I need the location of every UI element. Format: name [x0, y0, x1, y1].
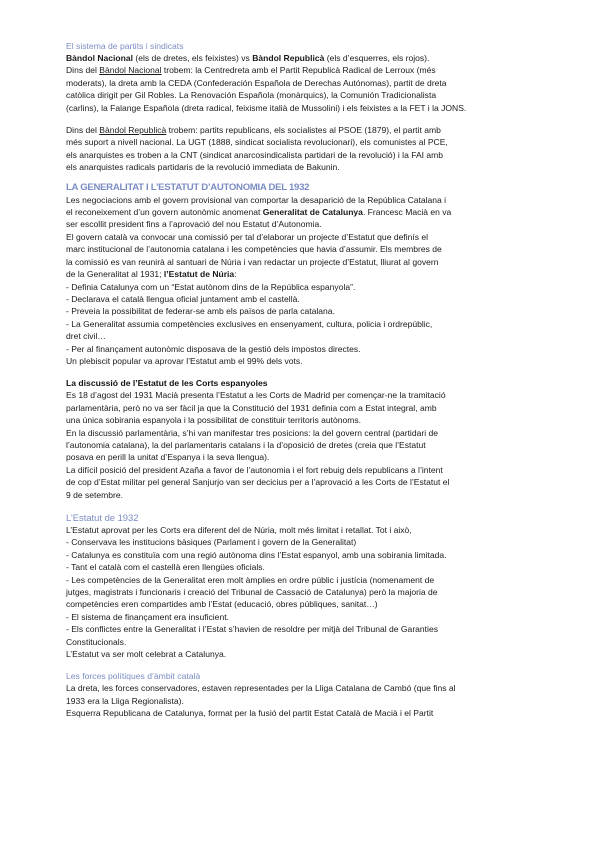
underlined-term: Bàndol Nacional	[99, 65, 162, 76]
text-span: . Francesc Macià en va	[362, 207, 452, 218]
paragraph-line: La dreta, les forces conservadores, estaven representades per la Lliga Catalana de Cambó (que fins al	[66, 683, 456, 694]
list-item: - Definia Catalunya com un “Estat autònom dins de la República espanyola”.	[66, 281, 356, 292]
paragraph-line: l’autonomia catalana), la del parlamentaris catalans i la d’oposició de dretes (creia que l’Estatut	[66, 439, 426, 450]
paragraph-line: la comissió es van reunirà al santuari de Núria i van redactar un projecte d’Estatut, lliurat al govern	[66, 256, 439, 267]
paragraph-line: En la discussió parlamentària, s’hi van manifestar tres posicions: la del govern central (partidari de	[66, 427, 438, 438]
bold-term: Bàndol Republicà	[252, 53, 325, 63]
section-estatut-1932	[66, 511, 533, 660]
section-generalitat-estatut	[66, 181, 533, 368]
text-span: (els d’esquerres, els rojos).	[324, 53, 430, 63]
paragraph-line: moderats), la dreta amb la CEDA (Confederación Española de Derechas Autónomas), partit de dreta	[66, 77, 447, 88]
list-item: - Tant el català com el castellà eren llengües oficials.	[66, 562, 265, 573]
section-discussio-estatut	[66, 377, 533, 501]
text-span: Dins del	[66, 125, 100, 136]
paragraph-line: catòlica dirigit per Gil Robles. La Renovación Española (monàrquics), la Comunión Tradicionalista	[66, 90, 437, 101]
paragraph-line: ser escollit president fins a l’aprovació del nou Estatut d’Autonomia.	[66, 219, 322, 230]
paragraph-line: marc institucional de l’autonomia catalana i les competències que havia d’assumir. Els membres de	[66, 244, 442, 255]
text-span: trobem: partits republicans, els socialistes al PSOE (1879), el partit amb	[166, 125, 441, 136]
text-span: trobem: la Centredreta amb el Partit Republicà Radical de Lerroux (més	[161, 65, 436, 76]
section-title: Les forces polítiques d’àmbit català	[66, 671, 201, 682]
paragraph-line: de cop d’Estat militar pel general Sanjurjo van ser decicius per a l’aprovació a les Corts de l’Estatut el	[66, 477, 450, 488]
list-item: - Catalunya es constituïa com una regió autònoma dins l’Estat espanyol, amb una sobirania limitada.	[66, 549, 447, 560]
paragraph-line	[66, 268, 533, 280]
text-span: el reconeixement d’un govern autonòmic anomenat	[66, 207, 263, 218]
paragraph-line: El govern català va convocar una comissió per tal d’elaborar un projecte d’Estatut que definís el	[66, 231, 429, 242]
underlined-term: Bàndol Republicà	[99, 125, 167, 136]
paragraph-line: posava en perill la unitat d’Espanya i la seva llengua).	[66, 452, 270, 463]
text-span: de la Generalitat al 1931;	[66, 269, 164, 280]
section-title: LA GENERALITAT I L’ESTATUT D’AUTONOMIA DEL 1932	[66, 181, 310, 193]
text-span: Dins del	[66, 65, 100, 76]
section-forces-politiques	[66, 670, 533, 719]
list-item: - Els conflictes entre la Generalitat i l’Estat s’havien de resoldre per mitjà del Tribunal de Garanties	[66, 624, 438, 635]
list-item: jutges, magistrats i funcionaris i creació del Tribunal de Cassació de Catalunya) però la majoria de	[66, 587, 438, 598]
paragraph-line: (carlins), la Falange Española (dreta radical, feixisme italià de Mussolini) i els feixistes a la FET i la JONS.	[66, 102, 467, 113]
paragraph-line	[66, 64, 533, 76]
paragraph-line: 1933 era la Lliga Regionalista).	[66, 695, 184, 706]
paragraph-line: Un plebiscit popular va aprovar l’Estatut amb el 99% dels vots.	[66, 355, 303, 366]
paragraph-line: 9 de setembre.	[66, 489, 124, 500]
paragraph-line: una única sobirania espanyola i la possibilitat de constituir territoris autònoms.	[66, 415, 362, 426]
paragraph-line	[66, 124, 533, 136]
list-item: - Conservava les institucions bàsiques (Parlament i govern de la Generalitat)	[66, 537, 357, 548]
paragraph-line: L’Estatut va ser molt celebrat a Catalunya.	[66, 649, 227, 660]
list-item: - Preveia la possibilitat de federar-se amb els països de parla catalana.	[66, 306, 335, 317]
list-item: Constitucionals.	[66, 636, 127, 647]
section-title: El sistema de partits i sindicats	[66, 41, 184, 51]
list-item: - El sistema de finançament era insuficient.	[66, 611, 229, 622]
paragraph-line: parlamentària, però no va ser fàcil ja que la Constitució del 1931 definia com a Estat integral, amb	[66, 402, 437, 413]
bold-term: Generalitat de Catalunya	[262, 207, 363, 218]
paragraph-line: més suport a nivell nacional. La UGT (1888, sindicat socialista revolucionari), els comunistes al PCE,	[66, 137, 448, 148]
paragraph-line: Es 18 d’agost del 1931 Macià presenta l’Estatut a les Corts de Madrid per començar-ne la tramitació	[66, 390, 446, 401]
paragraph-line	[66, 52, 533, 64]
section-partits-sindicats	[66, 40, 533, 174]
paragraph-line: Les negociacions amb el govern provisional van comportar la desaparició de la República Catalana i	[66, 194, 447, 205]
list-item: dret civil…	[66, 331, 106, 342]
paragraph-line: L’Estatut aprovat per les Corts era diferent del de Núria, molt més limitat i retallat. Tot i això,	[66, 525, 412, 535]
list-item: competències eren compartides amb l’Estat (educació, obres públiques, sanitat…)	[66, 599, 378, 610]
paragraph-line	[66, 206, 533, 218]
list-item: - La Generalitat assumia competències exclusives en ensenyament, cultura, policia i ordrepúblic,	[66, 318, 433, 329]
text-span: :	[234, 269, 237, 280]
paragraph-line: els anarquistes es troben a la CNT (sindicat anarcosindicalista partidari de la revolució) i la FAI amb	[66, 149, 444, 160]
subsection-title: La discussió de l’Estatut de les Corts espanyoles	[66, 378, 268, 389]
text-span: (els de dretes, els feixistes) vs	[132, 53, 253, 63]
paragraph-line: Esquerra Republicana de Catalunya, format per la fusió del partit Estat Català de Macià i el Partit	[66, 708, 434, 719]
paragraph-line: La difícil posició del president Azaña a favor de l’autonomia i el fort rebuig dels republicans a l’intent	[66, 464, 443, 475]
list-item: - Declarava el català llengua oficial juntament amb el castellà.	[66, 293, 300, 304]
list-item: - Per al finançament autonòmic disposava de la gestió dels impostos directes.	[66, 343, 361, 354]
list-item: - Les competències de la Generalitat eren molt àmplies en ordre públic i justícia (nomenament de	[66, 574, 435, 585]
bold-term: Bàndol Nacional	[66, 53, 133, 63]
section-title: L’Estatut de 1932	[66, 512, 139, 523]
bold-term: l’Estatut de Núria	[163, 269, 235, 280]
paragraph-line: els anarquistes radicals partidaris de la revolució immediata de Bakunin.	[66, 162, 340, 173]
